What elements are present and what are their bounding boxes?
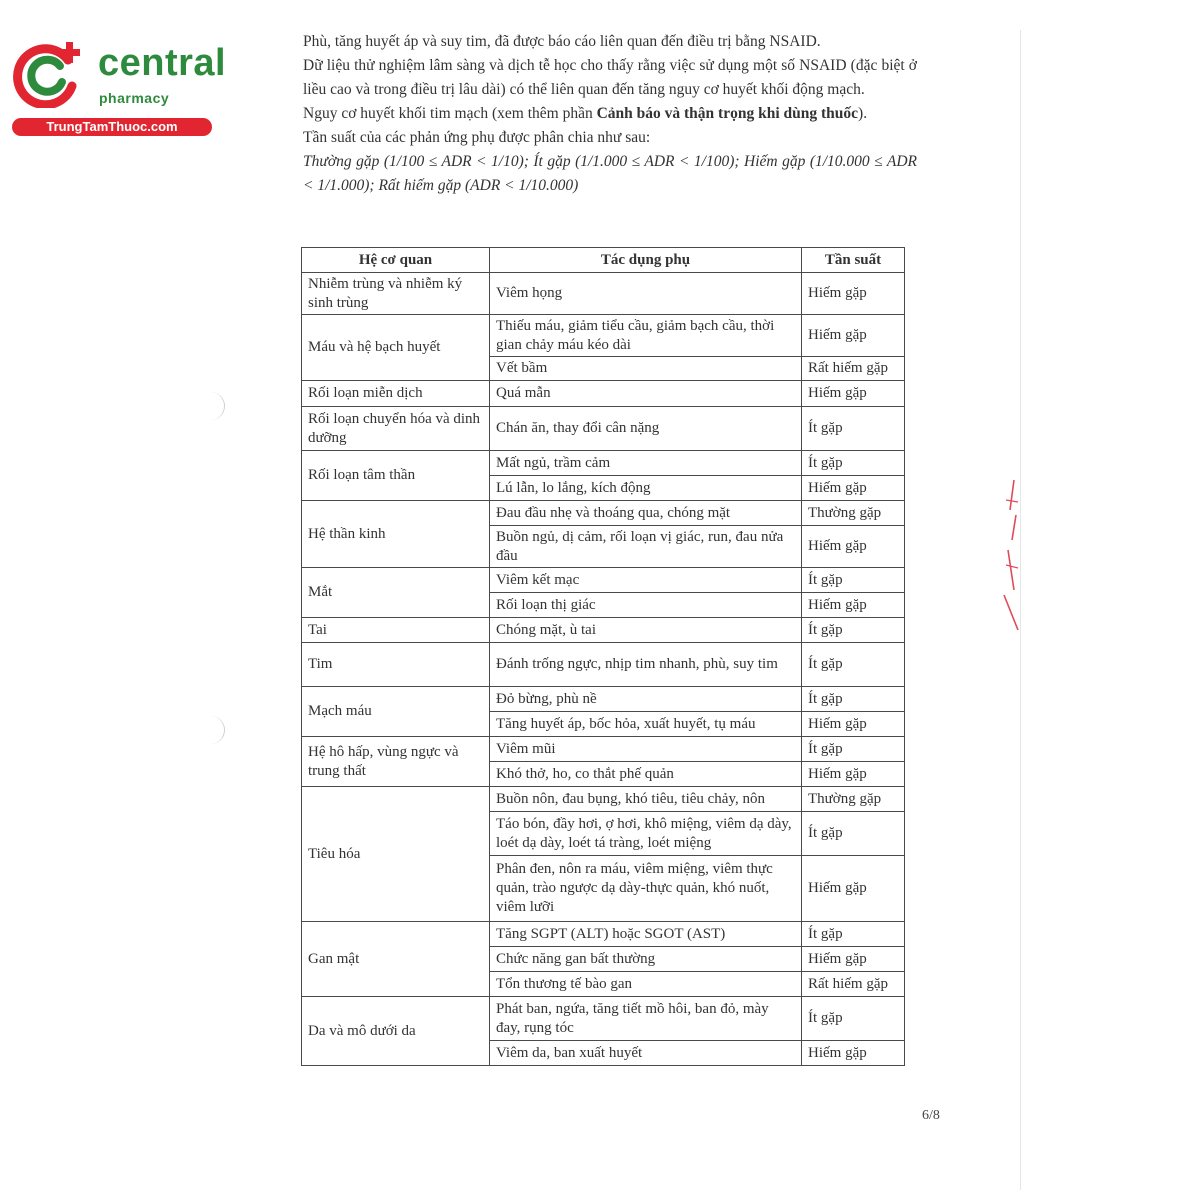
organ-cell: Gan mật (302, 922, 490, 997)
frequency-cell: Hiếm gặp (802, 593, 905, 618)
effect-cell: Viêm họng (490, 273, 802, 315)
effect-cell: Chán ăn, thay đổi cân nặng (490, 407, 802, 451)
frequency-cell: Hiếm gặp (802, 712, 905, 737)
effect-cell: Lú lẫn, lo lắng, kích động (490, 476, 802, 501)
effect-cell: Tổn thương tế bào gan (490, 972, 802, 997)
frequency-cell: Ít gặp (802, 643, 905, 687)
frequency-cell: Rất hiếm gặp (802, 357, 905, 381)
frequency-cell: Hiếm gặp (802, 273, 905, 315)
risk-prefix: Nguy cơ huyết khối tim mạch (xem thêm phần (303, 105, 597, 122)
table-row (302, 997, 905, 1041)
organ-cell: Mắt (302, 568, 490, 618)
organ-cell: Rối loạn miễn dịch (302, 381, 490, 407)
table-row (302, 273, 905, 315)
table-row (302, 568, 905, 593)
organ-cell: Mạch máu (302, 687, 490, 737)
table-row (302, 381, 905, 407)
effect-cell: Đau đầu nhẹ và thoáng qua, chóng mặt (490, 501, 802, 526)
frequency-cell: Thường gặp (802, 787, 905, 812)
intro-text (303, 30, 917, 198)
adverse-reactions-table (301, 247, 905, 1066)
effect-cell: Đỏ bừng, phù nề (490, 687, 802, 712)
frequency-cell: Ít gặp (802, 568, 905, 593)
frequency-cell: Hiếm gặp (802, 947, 905, 972)
effect-cell: Tăng huyết áp, bốc hỏa, xuất huyết, tụ máu (490, 712, 802, 737)
organ-cell: Nhiễm trùng và nhiễm ký sinh trùng (302, 273, 490, 315)
effect-cell: Rối loạn thị giác (490, 593, 802, 618)
header-organ-system: Hệ cơ quan (302, 248, 490, 273)
frequency-cell: Hiếm gặp (802, 526, 905, 568)
frequency-cell: Ít gặp (802, 997, 905, 1041)
header-side-effect: Tác dụng phụ (490, 248, 802, 273)
table-header-row (302, 248, 905, 273)
table-row (302, 451, 905, 476)
frequency-cell: Ít gặp (802, 407, 905, 451)
intro-paragraph-2: Dữ liệu thử nghiệm lâm sàng và dịch tễ học cho thấy rằng việc sử dụng một số NSAID (đặc biệt ở liều cao và trong điều trị lâu dài) có thể liên quan đến tăng nguy cơ huyết khối động mạch. (303, 57, 917, 98)
frequency-cell: Hiếm gặp (802, 762, 905, 787)
organ-cell: Da và mô dưới da (302, 997, 490, 1066)
frequency-intro: Tần suất của các phản ứng phụ được phân chia như sau: (303, 129, 651, 146)
frequency-cell: Rất hiếm gặp (802, 972, 905, 997)
brand-logo (10, 38, 227, 138)
frequency-definitions: Thường gặp (1/100 ≤ ADR < 1/10); Ít gặp (1/1.000 ≤ ADR < 1/100); Hiếm gặp (1/10.000 ≤ ADR < 1/1.000); Rất hiếm gặp (ADR < 1/10.000) (303, 153, 917, 194)
effect-cell: Quá mẫn (490, 381, 802, 407)
effect-cell: Đánh trống ngực, nhịp tim nhanh, phù, suy tim (490, 643, 802, 687)
effect-cell: Khó thở, ho, co thắt phế quản (490, 762, 802, 787)
table-row (302, 618, 905, 643)
red-stamp-mark (1000, 480, 1024, 630)
organ-cell: Hệ hô hấp, vùng ngực và trung thất (302, 737, 490, 787)
frequency-cell: Ít gặp (802, 618, 905, 643)
table-row (302, 737, 905, 762)
effect-cell: Chóng mặt, ù tai (490, 618, 802, 643)
frequency-cell: Hiếm gặp (802, 856, 905, 922)
risk-bold: Cảnh báo và thận trọng khi dùng thuốc (596, 105, 859, 122)
page-number: 6/8 (922, 1108, 940, 1123)
organ-cell: Hệ thần kinh (302, 501, 490, 568)
effect-cell: Phân đen, nôn ra máu, viêm miệng, viêm thực quản, trào ngược dạ dày-thực quản, khó nuốt, viêm lưỡi (490, 856, 802, 922)
risk-suffix: ). (858, 105, 868, 122)
frequency-cell: Thường gặp (802, 501, 905, 526)
table-row (302, 315, 905, 357)
frequency-cell: Ít gặp (802, 737, 905, 762)
header-frequency: Tần suất (802, 248, 905, 273)
organ-cell: Tiêu hóa (302, 787, 490, 922)
effect-cell: Thiếu máu, giảm tiểu cầu, giảm bạch cầu, thời gian chảy máu kéo dài (490, 315, 802, 357)
table-row (302, 787, 905, 812)
frequency-cell: Ít gặp (802, 687, 905, 712)
brand-name: central (98, 42, 227, 84)
effect-cell: Táo bón, đầy hơi, ợ hơi, khô miệng, viêm dạ dày, loét dạ dày, loét tá tràng, loét miệng (490, 812, 802, 856)
organ-cell: Rối loạn tâm thần (302, 451, 490, 501)
effect-cell: Phát ban, ngứa, tăng tiết mồ hôi, ban đỏ, mày đay, rụng tóc (490, 997, 802, 1041)
organ-cell: Tai (302, 618, 490, 643)
effect-cell: Viêm mũi (490, 737, 802, 762)
frequency-cell: Hiếm gặp (802, 315, 905, 357)
table-row (302, 643, 905, 687)
effect-cell: Tăng SGPT (ALT) hoặc SGOT (AST) (490, 922, 802, 947)
frequency-cell: Hiếm gặp (802, 476, 905, 501)
pharmacy-cross-icon (10, 38, 90, 108)
organ-cell: Tim (302, 643, 490, 687)
table-row (302, 922, 905, 947)
table-row (302, 407, 905, 451)
intro-line-1: Phù, tăng huyết áp và suy tim, đã được báo cáo liên quan đến điều trị bằng NSAID. (303, 33, 821, 50)
brand-subtitle: pharmacy (99, 90, 170, 106)
frequency-cell: Ít gặp (802, 812, 905, 856)
frequency-cell: Ít gặp (802, 451, 905, 476)
table-row (302, 501, 905, 526)
frequency-cell: Ít gặp (802, 922, 905, 947)
effect-cell: Chức năng gan bất thường (490, 947, 802, 972)
effect-cell: Viêm kết mạc (490, 568, 802, 593)
effect-cell: Viêm da, ban xuất huyết (490, 1041, 802, 1066)
risk-note (303, 102, 917, 126)
effect-cell: Vết bầm (490, 357, 802, 381)
organ-cell: Máu và hệ bạch huyết (302, 315, 490, 381)
effect-cell: Mất ngủ, trầm cảm (490, 451, 802, 476)
effect-cell: Buồn ngủ, dị cảm, rối loạn vị giác, run, đau nửa đầu (490, 526, 802, 568)
table-row (302, 687, 905, 712)
frequency-cell: Hiếm gặp (802, 381, 905, 407)
frequency-cell: Hiếm gặp (802, 1041, 905, 1066)
brand-url[interactable]: TrungTamThuoc.com (12, 118, 212, 136)
effect-cell: Buồn nôn, đau bụng, khó tiêu, tiêu chảy, nôn (490, 787, 802, 812)
organ-cell: Rối loạn chuyển hóa và dinh dưỡng (302, 407, 490, 451)
